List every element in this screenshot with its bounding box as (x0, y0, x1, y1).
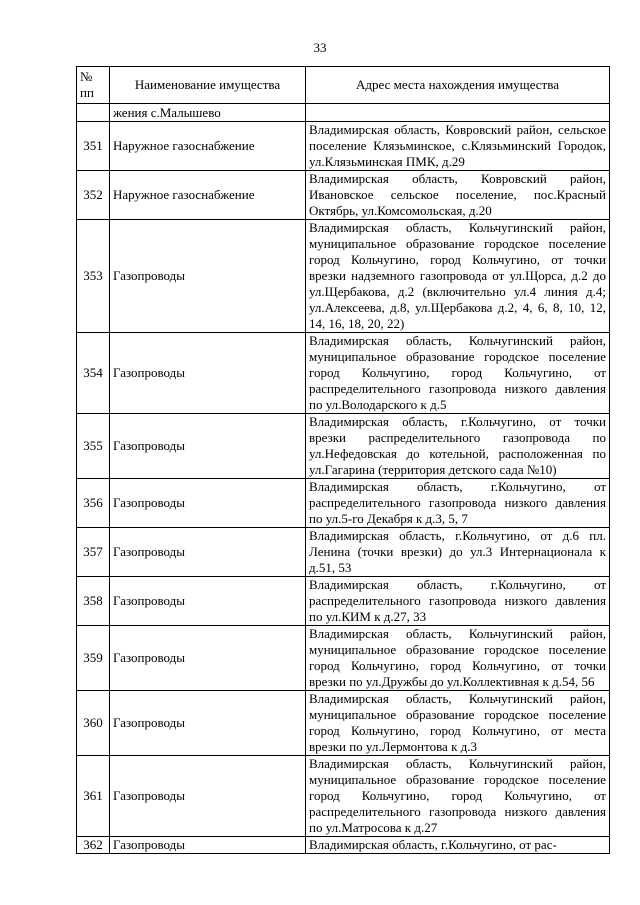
cell-address: Владимирская область, Ковровский район, сельское поселение Клязьминское, с.Клязьминский Городок, ул.Клязьминская ПМК, д.29 (306, 122, 610, 171)
cell-property-name: Газопроводы (110, 414, 306, 479)
cell-address: Владимирская область, Кольчугинский район, муниципальное образование городское поселение город Кольчугино, город Кольчугино, от распределительного газопровода низкого давления по ул.Володарского к д.5 (306, 333, 610, 414)
cell-property-name: Газопроводы (110, 577, 306, 626)
cell-number: 354 (77, 333, 110, 414)
cell-property-name: Наружное газоснабжение (110, 171, 306, 220)
property-table (76, 66, 610, 854)
cell-number: 359 (77, 626, 110, 691)
continuation-row (77, 104, 610, 122)
cell-property-name: Газопроводы (110, 626, 306, 691)
table-row (77, 220, 610, 333)
cell-address: Владимирская область, Кольчугинский район, муниципальное образование городское поселение город Кольчугино, город Кольчугино, от точки врезки по ул.Дружбы до ул.Коллективная к д.54, 56 (306, 626, 610, 691)
cell-property-name: Наружное газоснабжение (110, 122, 306, 171)
cell-property-name: Газопроводы (110, 837, 306, 854)
cell-property-name: Газопроводы (110, 691, 306, 756)
table-row (77, 171, 610, 220)
header-address: Адрес места нахождения имущества (306, 67, 610, 104)
header-property-name: Наименование имущества (110, 67, 306, 104)
cell-number: 362 (77, 837, 110, 854)
cell-property-name: Газопроводы (110, 528, 306, 577)
cell-address: Владимирская область, г.Кольчугино, от распределительного газопровода низкого давления по ул.КИМ к д.27, 33 (306, 577, 610, 626)
cell-number: 356 (77, 479, 110, 528)
table-header-row (77, 67, 610, 104)
table-row (77, 414, 610, 479)
cell-address: Владимирская область, Кольчугинский район, муниципальное образование городское поселение город Кольчугино, город Кольчугино, от точки врезки надземного газопровода от ул.Щорса, д.2 до ул.Щербакова, д.2 (включительно ул.4 линия д.4; ул.Алексеева, д.8, ул.Щербакова д.2, 4, 6, 8, 10, 12, 14, 16, 18, 20, 22) (306, 220, 610, 333)
cell-number: 358 (77, 577, 110, 626)
cell-number: 357 (77, 528, 110, 577)
cell-number (77, 104, 110, 122)
cell-address (306, 104, 610, 122)
cell-number: 352 (77, 171, 110, 220)
table-row (77, 691, 610, 756)
cell-address: Владимирская область, г.Кольчугино, от точки врезки распределительного газопровода по ул.Нефедовская до котельной, расположенная по ул.Гагарина (территория детского сада №10) (306, 414, 610, 479)
table-row (77, 626, 610, 691)
table-row (77, 756, 610, 837)
header-number: № пп (77, 67, 110, 104)
cell-address: Владимирская область, Ковровский район, Ивановское сельское поселение, пос.Красный Октябрь, ул.Комсомольская, д.20 (306, 171, 610, 220)
cell-number: 353 (77, 220, 110, 333)
cell-address: Владимирская область, г.Кольчугино, от д.6 пл. Ленина (точки врезки) до ул.3 Интернационала к д.51, 53 (306, 528, 610, 577)
cell-address: Владимирская область, г.Кольчугино, от распределительного газопровода низкого давления по ул.5-го Декабря к д.3, 5, 7 (306, 479, 610, 528)
table-row (77, 122, 610, 171)
table-row (77, 837, 610, 854)
cell-number: 361 (77, 756, 110, 837)
cell-address: Владимирская область, г.Кольчугино, от рас- (306, 837, 610, 854)
cell-number: 355 (77, 414, 110, 479)
cell-property-name: жения с.Малышево (110, 104, 306, 122)
cell-property-name: Газопроводы (110, 333, 306, 414)
cell-property-name: Газопроводы (110, 479, 306, 528)
page-number: 33 (313, 40, 327, 55)
cell-property-name: Газопроводы (110, 220, 306, 333)
cell-number: 351 (77, 122, 110, 171)
table-row (77, 479, 610, 528)
cell-address: Владимирская область, Кольчугинский район, муниципальное образование городское поселение город Кольчугино, город Кольчугино, от места врезки по ул.Лермонтова к д.3 (306, 691, 610, 756)
table-row (77, 528, 610, 577)
cell-property-name: Газопроводы (110, 756, 306, 837)
cell-number: 360 (77, 691, 110, 756)
table-row (77, 577, 610, 626)
table-row (77, 333, 610, 414)
cell-address: Владимирская область, Кольчугинский район, муниципальное образование городское поселение город Кольчугино, город Кольчугино, от распределительного газопровода низкого давления по ул.Матросова к д.27 (306, 756, 610, 837)
